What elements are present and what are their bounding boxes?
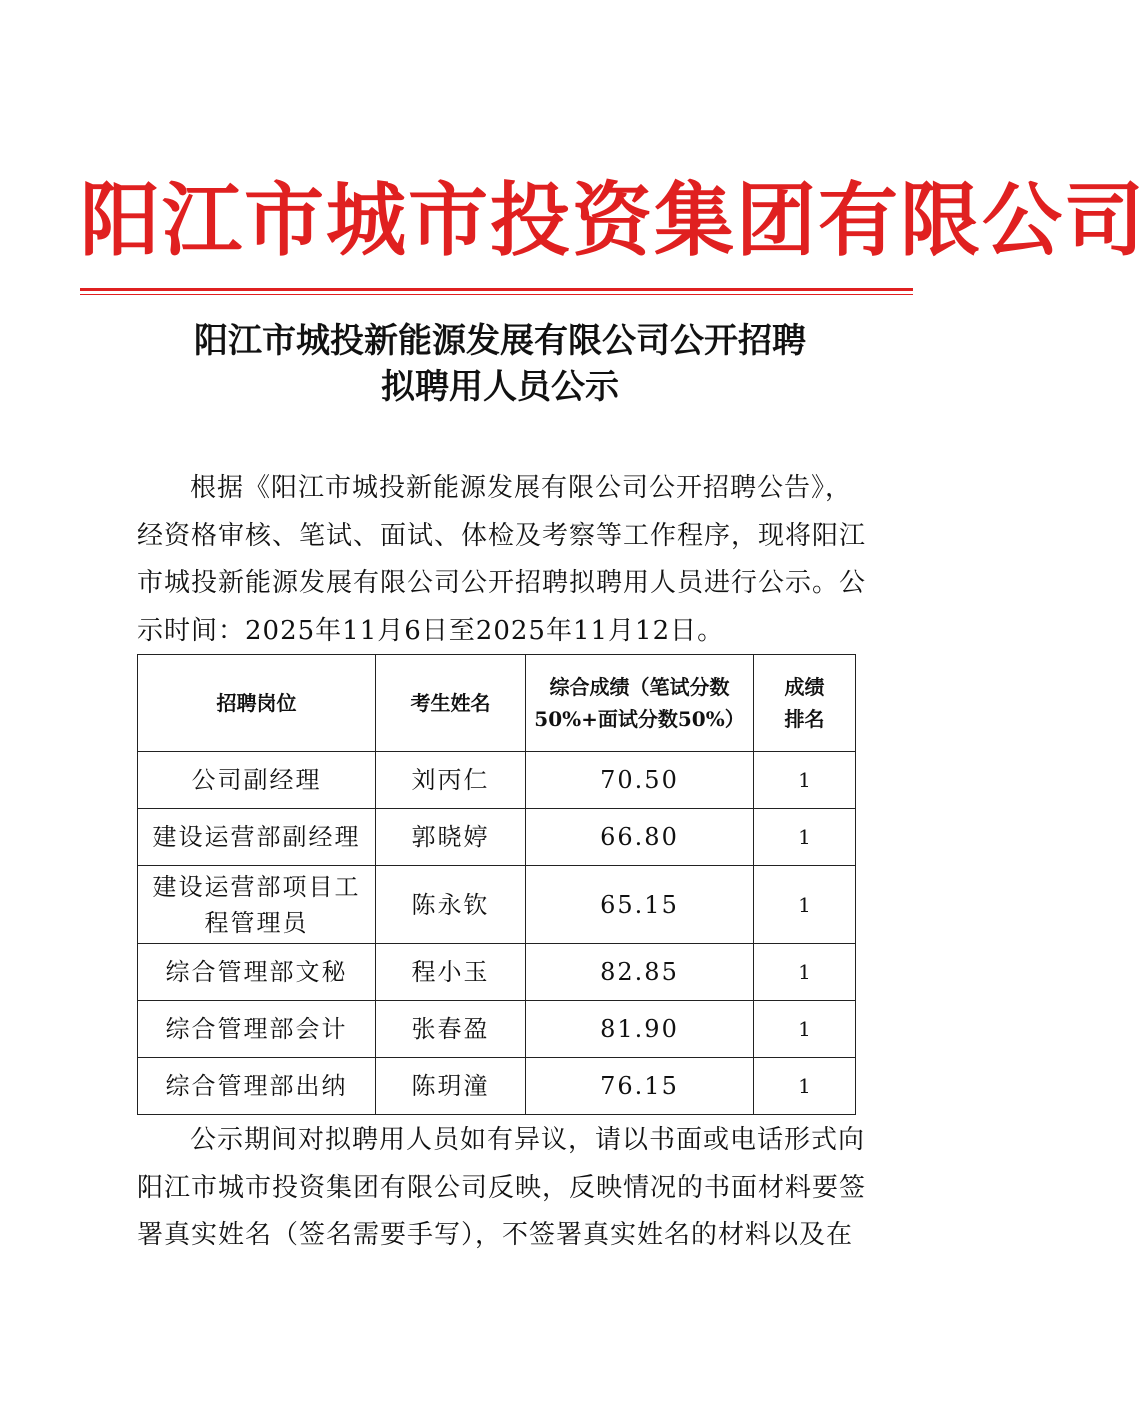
cell-name: 程小玉: [376, 944, 526, 1001]
header-score: [526, 655, 754, 752]
cell-name: 陈永钦: [376, 866, 526, 944]
cell-name: 陈玥潼: [376, 1058, 526, 1115]
cell-position-line-2: 程管理员: [204, 908, 309, 937]
letterhead-rule-thick: [80, 288, 913, 291]
closing-line: 署真实姓名（签名需要手写），不签署真实姓名的材料以及在: [137, 1220, 854, 1250]
cell-position: 综合管理部出纳: [138, 1058, 376, 1115]
candidates-table: [137, 654, 856, 1115]
cell-rank: 1: [754, 944, 856, 1001]
cell-position: 建设运营部副经理: [138, 809, 376, 866]
closing-line: 阳江市城市投资集团有限公司反映，反映情况的书面材料要签: [137, 1172, 867, 1203]
cell-position-line-1: 建设运营部项目工: [152, 872, 361, 901]
cell-position: 综合管理部会计: [138, 1001, 376, 1058]
intro-line: 市城投新能源发展有限公司公开招聘拟聘用人员进行公示。公: [137, 568, 867, 598]
cell-score: 76.15: [526, 1058, 754, 1115]
table-header-row: [138, 655, 856, 752]
intro-paragraph: [137, 465, 867, 655]
header-score-line-2: 50%+面试分数50%）: [534, 707, 745, 731]
cell-name: 张春盈: [376, 1001, 526, 1058]
cell-name: 郭晓婷: [376, 809, 526, 866]
letterhead-rule-thin: [80, 294, 913, 295]
cell-score: 66.80: [526, 809, 754, 866]
cell-position: [138, 866, 376, 944]
intro-line: 根据《阳江市城投新能源发展有限公司公开招聘公告》，: [190, 473, 853, 503]
header-rank: [754, 655, 856, 752]
document-title: [100, 318, 900, 410]
table-row: [138, 944, 856, 1001]
header-rank-line-2: 排名: [784, 707, 825, 731]
cell-position: 综合管理部文秘: [138, 944, 376, 1001]
intro-line: 经资格审核、笔试、面试、体检及考察等工作程序，现将阳江: [137, 520, 867, 551]
cell-rank: 1: [754, 752, 856, 809]
cell-rank: 1: [754, 809, 856, 866]
table-row: [138, 1001, 856, 1058]
cell-score: 70.50: [526, 752, 754, 809]
closing-line: 公示期间对拟聘用人员如有异议，请以书面或电话形式向: [190, 1125, 866, 1155]
document-title-line-1: 阳江市城投新能源发展有限公司公开招聘: [194, 321, 806, 361]
cell-name: 刘丙仁: [376, 752, 526, 809]
cell-rank: 1: [754, 1058, 856, 1115]
table-row: [138, 866, 856, 944]
cell-score: 82.85: [526, 944, 754, 1001]
letterhead-title: 阳江市城市投资集团有限公司: [80, 173, 1146, 267]
table-row: [138, 1058, 856, 1115]
table-row: [138, 809, 856, 866]
cell-rank: 1: [754, 866, 856, 944]
cell-score: 81.90: [526, 1001, 754, 1058]
header-position: 招聘岗位: [138, 655, 376, 752]
header-score-line-1: 综合成绩（笔试分数: [549, 675, 730, 699]
cell-score: 65.15: [526, 866, 754, 944]
header-name: 考生姓名: [376, 655, 526, 752]
cell-position: 公司副经理: [138, 752, 376, 809]
document-title-line-2: 拟聘用人员公示: [381, 367, 619, 407]
intro-line: 示时间：2025年11月6日至2025年11月12日。: [137, 615, 725, 646]
cell-rank: 1: [754, 1001, 856, 1058]
header-rank-line-1: 成绩: [784, 675, 825, 699]
closing-paragraph: [137, 1117, 867, 1260]
table-row: [138, 752, 856, 809]
